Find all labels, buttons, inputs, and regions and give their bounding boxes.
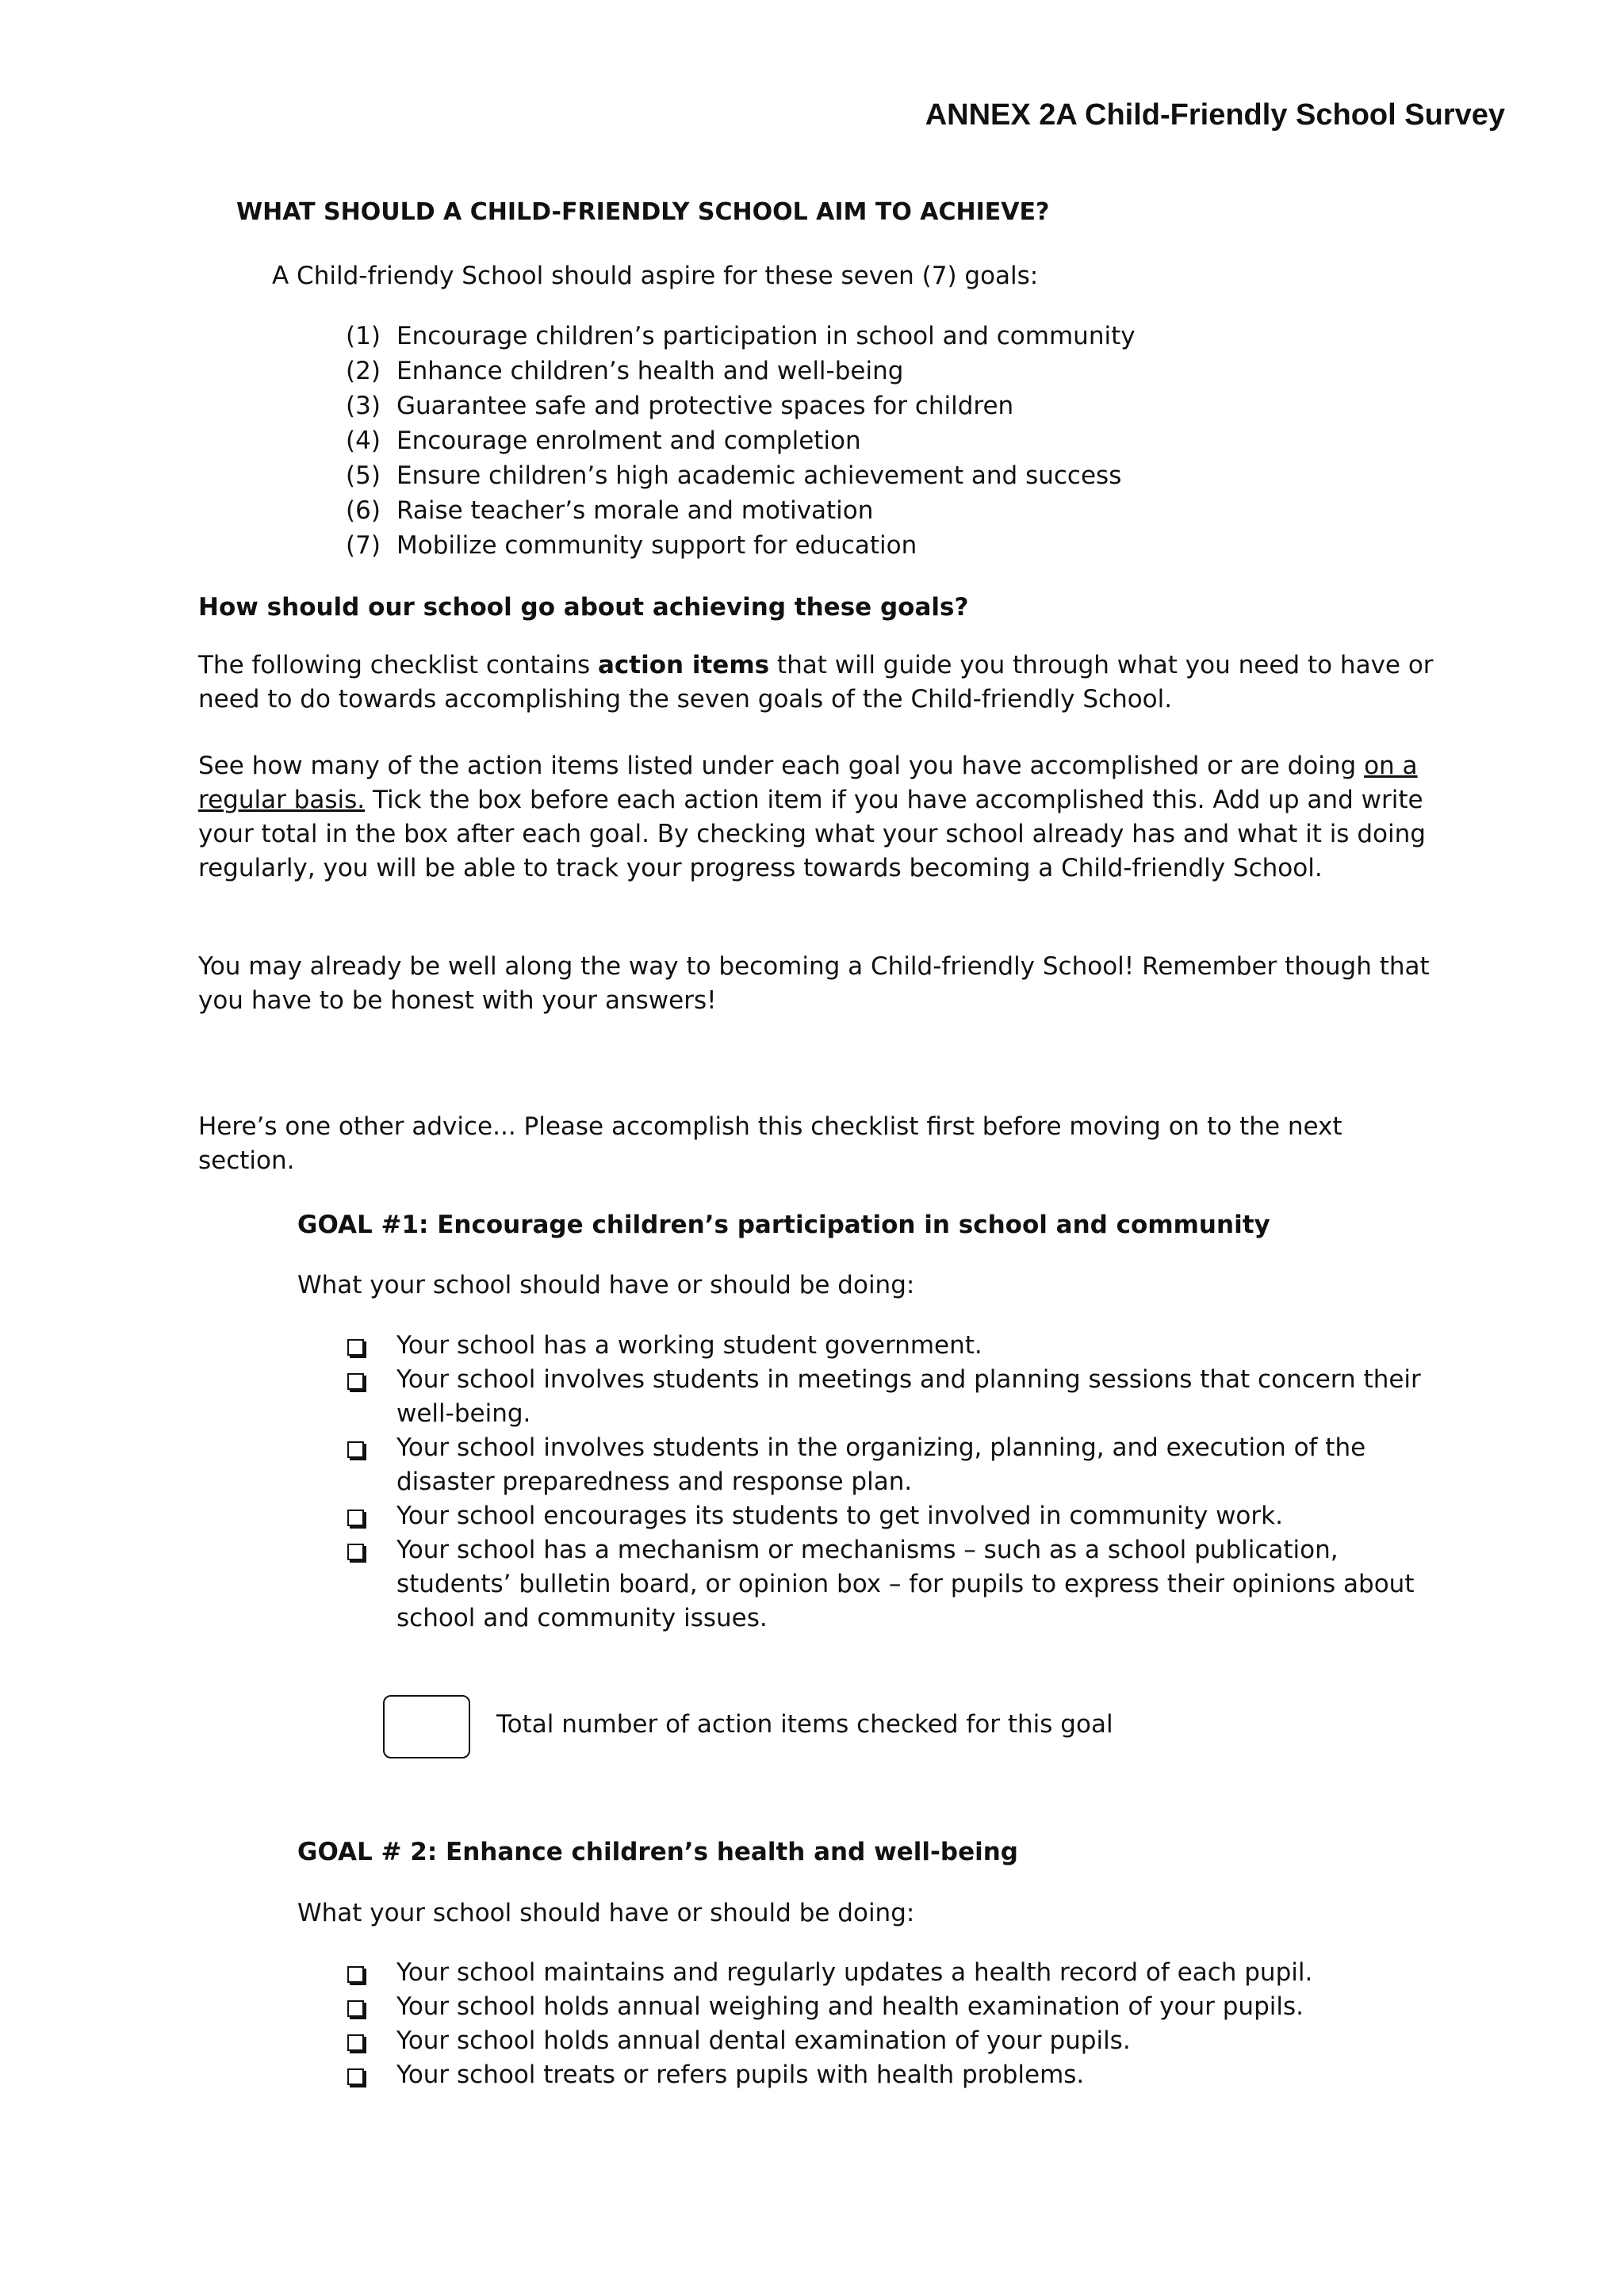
- checklist-item-text: Your school involves students in the organizing, planning, and execution of the disaster preparedness and response plan.: [396, 1433, 1366, 1496]
- goal-text: Mobilize community support for education: [396, 531, 917, 560]
- goal-number: (3): [346, 392, 381, 420]
- checklist-item: [347, 2058, 1450, 2092]
- goal-1-title: GOAL #1: Encourage children’s participation in school and community: [297, 1211, 1270, 1239]
- goal-list-item: [346, 354, 1136, 388]
- goal-1-subhead: What your school should have or should be doing:: [297, 1271, 915, 1299]
- checklist-item: [347, 1363, 1450, 1431]
- goal-number: (5): [346, 461, 381, 490]
- goal-2-subhead: What your school should have or should be doing:: [297, 1899, 915, 1927]
- checklist-item-text: Your school involves students in meetings and planning sessions that concern their well-being.: [396, 1365, 1421, 1428]
- checkbox-icon[interactable]: [347, 1373, 364, 1390]
- checkbox-icon[interactable]: [347, 1339, 364, 1356]
- checkbox-icon[interactable]: [347, 1544, 364, 1560]
- goal-2-title: GOAL # 2: Enhance children’s health and well-being: [297, 1838, 1018, 1866]
- advice-paragraph: Here’s one other advice... Please accomplish this checklist first before moving on to the next section.: [198, 1112, 1342, 1175]
- action-items-term: action items: [597, 651, 770, 679]
- goal-text: Encourage enrolment and completion: [396, 427, 861, 455]
- checkbox-icon[interactable]: [347, 1510, 364, 1526]
- goal-number: (2): [346, 357, 381, 385]
- checklist-item: [347, 1329, 1450, 1363]
- goal-list-item: [346, 528, 1136, 563]
- page-header-title: ANNEX 2A Child-Friendly School Survey: [925, 98, 1505, 132]
- checkbox-icon[interactable]: [347, 1441, 364, 1458]
- checklist-item-text: Your school maintains and regularly updates a health record of each pupil.: [396, 1958, 1313, 1987]
- p2-before: See how many of the action items listed under each goal you have accomplished or are doing: [198, 752, 1365, 780]
- goal-number: (6): [346, 496, 381, 525]
- how-section-title: How should our school go about achieving these goals?: [198, 593, 969, 622]
- goal-list-item: [346, 458, 1136, 493]
- goal-number: (4): [346, 427, 381, 455]
- checklist-item-text: Your school has a mechanism or mechanisms – such as a school publication, students’ bulletin board, or opinion box – for pupils to express their opinions about school and community issues.: [396, 1536, 1415, 1632]
- checklist-item: [347, 1499, 1450, 1533]
- checklist-item: [347, 1990, 1450, 2024]
- checklist-item-text: Your school holds annual dental examination of your pupils.: [396, 2026, 1131, 2055]
- goal-number: (1): [346, 322, 381, 350]
- checklist-item: [347, 1431, 1450, 1499]
- p2-after: Tick the box before each action item if you have accomplished this. Add up and write your total in the box after each goal. By checking what your school already has and what it is doing regularly, you will be able to track your progress towards becoming a Child-friendly School.: [198, 786, 1426, 882]
- p1-before: The following checklist contains: [198, 651, 598, 679]
- goal-list-item: [346, 493, 1136, 528]
- goal-list-item: [346, 423, 1136, 458]
- goal-1-total-input-box[interactable]: [383, 1695, 470, 1758]
- checklist-item: [347, 2024, 1450, 2058]
- goal-number: (7): [346, 531, 381, 560]
- goal-1-total-label: Total number of action items checked for this goal: [496, 1710, 1113, 1739]
- goal-text: Guarantee safe and protective spaces for children: [396, 392, 1014, 420]
- goal-text: Encourage children’s participation in school and community: [396, 322, 1136, 350]
- goal-list-item: [346, 388, 1136, 423]
- checkbox-icon[interactable]: [347, 2034, 364, 2051]
- checkbox-icon[interactable]: [347, 2068, 364, 2085]
- checkbox-icon[interactable]: [347, 2000, 364, 2017]
- checklist-item: [347, 1533, 1450, 1636]
- p1-after: that will guide you through what you need to have or need to do towards accomplishing the seven goals of the Child-friendly School.: [198, 651, 1434, 714]
- goals-list: [346, 319, 1136, 563]
- checklist-item-text: Your school encourages its students to get involved in community work.: [396, 1502, 1283, 1530]
- regular-basis-term: on a regular basis.: [198, 752, 1418, 814]
- aim-intro: A Child-friendy School should aspire for these seven (7) goals:: [272, 262, 1039, 290]
- aim-section-title: WHAT SHOULD A CHILD-FRIENDLY SCHOOL AIM TO ACHIEVE?: [236, 198, 1050, 226]
- goal-text: Raise teacher’s morale and motivation: [396, 496, 874, 525]
- checklist-item-text: Your school treats or refers pupils with health problems.: [396, 2061, 1085, 2089]
- goal-text: Ensure children’s high academic achievement and success: [396, 461, 1122, 490]
- goal-1-checklist: [347, 1329, 1450, 1636]
- instructions-paragraph: [198, 749, 1435, 886]
- goal-2-checklist: [347, 1956, 1450, 2092]
- checklist-item: [347, 1956, 1450, 1990]
- checklist-intro-paragraph: [198, 649, 1435, 717]
- goal-text: Enhance children’s health and well-being: [396, 357, 904, 385]
- checkbox-icon[interactable]: [347, 1966, 364, 1983]
- checklist-item-text: Your school has a working student government.: [396, 1331, 982, 1360]
- goal-list-item: [346, 319, 1136, 354]
- honesty-paragraph: You may already be well along the way to becoming a Child-friendly School! Remember though that you have to be honest with your answers!: [198, 952, 1430, 1015]
- checklist-item-text: Your school holds annual weighing and health examination of your pupils.: [396, 1992, 1304, 2021]
